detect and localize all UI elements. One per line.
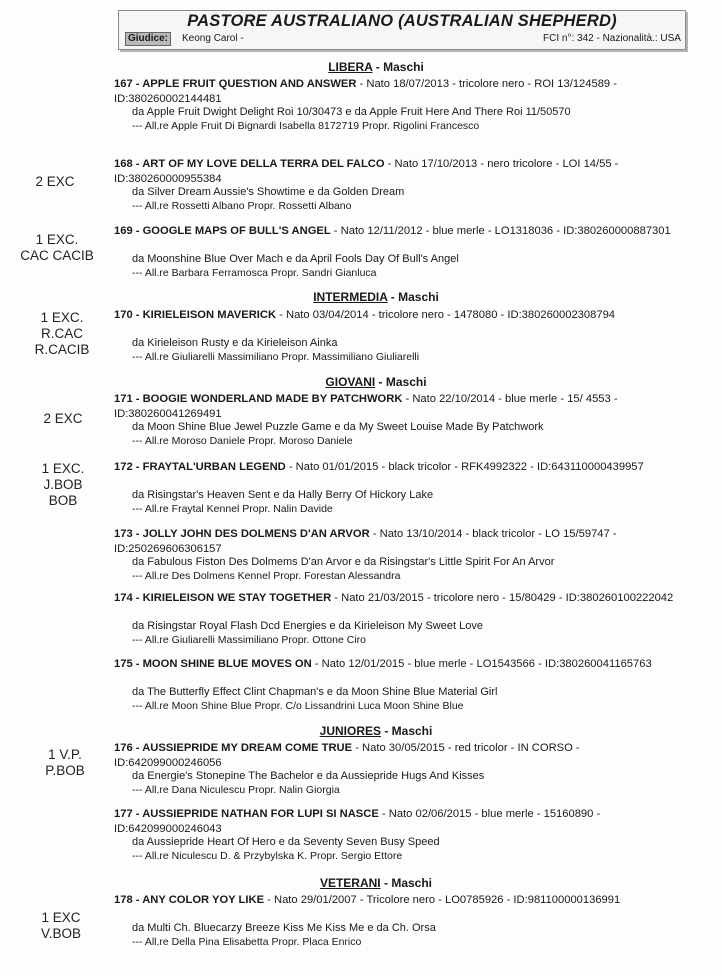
entry-details: - Nato 13/10/2014 - black tricolor - LO 15/59747 - ID:250269606306157 (114, 528, 617, 555)
entry-parents: da Moonshine Blue Over Mach e da April Fools Day Of Bull's Angel (132, 253, 459, 265)
class-name: VETERANI (319, 876, 381, 890)
entry-176 (114, 741, 674, 796)
class-name: INTERMEDIA (313, 290, 388, 304)
result-line: 1 EXC. (41, 461, 85, 476)
entry-owner: --- All.re Della Pina Elisabetta Propr. Placa Enrico (132, 936, 362, 948)
entry-owner: --- All.re Fraytal Kennel Propr. Nalin Davide (132, 503, 333, 515)
entry-owner: --- All.re Giuliarelli Massimiliano Propr. Massimiliano Giuliarelli (132, 351, 420, 363)
entry-title: 174 - KIRIELEISON WE STAY TOGETHER (114, 592, 332, 604)
result-169 (8, 232, 106, 264)
entry-parents: da Moon Shine Blue Jewel Puzzle Game e da My Sweet Louise Made By Patchwork (132, 421, 544, 433)
entry-owner: --- All.re Moroso Daniele Propr. Moroso Daniele (132, 435, 353, 447)
result-line: 1 V.P. (48, 747, 82, 762)
entry-owner: --- All.re Giuliarelli Massimiliano Propr. Ottone Ciro (132, 634, 366, 646)
breed-header (118, 10, 686, 50)
result-line: 2 EXC (35, 174, 75, 189)
entry-owner: --- All.re Des Dolmens Kennel Propr. Forestan Alessandra (132, 570, 401, 582)
judge-label: Giudice: (125, 32, 171, 46)
entry-title: 177 - AUSSIEPRIDE NATHAN FOR LUPI SI NASCE (114, 808, 379, 820)
entry-owner: --- All.re Barbara Ferramosca Propr. Sandri Gianluca (132, 267, 377, 279)
result-line: J.BOB (43, 477, 83, 492)
entry-details: - Nato 12/01/2015 - blue merle - LO1543566 - ID:380260041165763 (311, 658, 652, 670)
entry-167 (114, 77, 674, 132)
entry-title: 175 - MOON SHINE BLUE MOVES ON (114, 658, 312, 670)
entry-172 (114, 460, 674, 515)
entry-owner: --- All.re Moon Shine Blue Propr. C/o Lissandrini Luca Moon Shine Blue (132, 700, 464, 712)
entry-parents: da Silver Dream Aussie's Showtime e da Golden Dream (132, 186, 405, 198)
result-line: CAC CACIB (20, 248, 94, 263)
entry-details: - Nato 30/05/2015 - red tricolor - IN CORSO - ID:642099000246056 (114, 742, 580, 769)
result-line: R.CACIB (34, 342, 90, 357)
entry-parents: da The Butterfly Effect Clint Chapman's e da Moon Shine Blue Material Girl (132, 686, 498, 698)
fci-info: FCI n°: 342 - Nazionalità.: USA (543, 33, 681, 44)
entry-parents: da Apple Fruit Dwight Delight Roi 10/30473 e da Apple Fruit Here And There Roi 11/50570 (132, 106, 571, 118)
entry-owner: --- All.re Rossetti Albano Propr. Rossetti Albano (132, 200, 352, 212)
class-heading-intermedia (286, 290, 466, 304)
class-sex: - Maschi (387, 290, 439, 304)
entry-title: 167 - APPLE FRUIT QUESTION AND ANSWER (114, 78, 357, 90)
result-172 (28, 461, 98, 509)
result-line: BOB (48, 493, 78, 508)
entry-title: 169 - GOOGLE MAPS OF BULL'S ANGEL (114, 225, 331, 237)
result-line: P.BOB (45, 763, 85, 778)
entry-title: 170 - KIRIELEISON MAVERICK (114, 309, 277, 321)
entry-details: - Nato 18/07/2013 - tricolore nero - ROI 13/124589 - ID:380260002144481 (114, 78, 617, 105)
entry-171 (114, 392, 674, 447)
entry-parents: da Energie's Stonepine The Bachelor e da Aussiepride Hugs And Kisses (132, 770, 485, 782)
result-line: 1 EXC. (40, 310, 84, 325)
class-heading-juniores (286, 724, 466, 738)
entry-178 (114, 893, 674, 948)
class-sex: - Maschi (380, 876, 433, 890)
class-heading-libera (286, 60, 466, 74)
class-heading-giovani (286, 375, 466, 389)
result-line: 1 EXC (41, 910, 81, 925)
class-name: LIBERA (328, 60, 373, 74)
entry-title: 178 - ANY COLOR YOY LIKE (114, 894, 265, 906)
class-sex: - Maschi (375, 375, 427, 389)
entry-details: - Nato 01/01/2015 - black tricolor - RFK4992322 - ID:643110000439957 (285, 461, 644, 473)
entry-owner: --- All.re Niculescu D. & Przybylska K. Propr. Sergio Ettore (132, 850, 403, 862)
entry-owner: --- All.re Dana Niculescu Propr. Nalin Giorgia (132, 784, 340, 796)
class-heading-veterani (286, 876, 466, 890)
entry-175 (114, 657, 674, 712)
entry-details: - Nato 29/01/2007 - Tricolore nero - LO0785926 - ID:981100000136991 (264, 894, 621, 906)
entry-details: - Nato 17/10/2013 - nero tricolore - LOI 14/55 - ID:380260000955384 (114, 158, 619, 185)
result-176 (30, 747, 100, 779)
result-line: 2 EXC (43, 411, 83, 426)
class-name: JUNIORES (319, 724, 381, 738)
entry-parents: da Kirieleison Rusty e da Kirieleison Ainka (132, 337, 338, 349)
entry-174 (114, 591, 674, 646)
entry-177 (114, 807, 674, 862)
entry-parents: da Risingstar's Heaven Sent e da Hally Berry Of Hickory Lake (132, 489, 434, 501)
entry-title: 171 - BOOGIE WONDERLAND MADE BY PATCHWORK (114, 393, 403, 405)
breed-title: PASTORE AUSTRALIANO (AUSTRALIAN SHEPHERD) (187, 12, 617, 30)
result-line: R.CAC (40, 326, 83, 341)
entry-parents: da Risingstar Royal Flash Dcd Energies e da Kirieleison My Sweet Love (132, 620, 483, 632)
entry-parents: da Multi Ch. Bluecarzy Breeze Kiss Me Kiss Me e da Ch. Orsa (132, 922, 436, 934)
result-170 (26, 310, 98, 358)
result-171 (28, 411, 98, 427)
judge-name: Keong Carol - (182, 33, 244, 44)
entry-details: - Nato 22/10/2014 - blue merle - 15/ 4553 - ID:380260041269491 (114, 393, 618, 420)
entry-title: 173 - JOLLY JOHN DES DOLMENS D'AN ARVOR (114, 528, 370, 540)
class-sex: - Maschi (372, 60, 424, 74)
result-168 (20, 174, 90, 190)
entry-details: - Nato 02/06/2015 - blue merle - 15160890 - ID:642099000246043 (114, 808, 601, 835)
entry-169 (114, 224, 674, 279)
result-line: 1 EXC. (35, 232, 79, 247)
result-178 (26, 910, 96, 942)
entry-details: - Nato 21/03/2015 - tricolore nero - 15/80429 - ID:380260100222042 (331, 592, 674, 604)
entry-parents: da Fabulous Fiston Des Dolmems D'an Arvor e da Risingstar's Little Spirit For An Arvor (132, 556, 555, 568)
entry-owner: --- All.re Apple Fruit Di Bignardi Isabella 8172719 Propr. Rigolini Francesco (132, 120, 480, 132)
entry-title: 168 - ART OF MY LOVE DELLA TERRA DEL FALCO (114, 158, 385, 170)
entry-168 (114, 157, 674, 212)
entry-173 (114, 527, 674, 582)
class-sex: - Maschi (381, 724, 433, 738)
entry-title: 176 - AUSSIEPRIDE MY DREAM COME TRUE (114, 742, 353, 754)
entry-details: - Nato 03/04/2014 - tricolore nero - 1478080 - ID:380260002308794 (276, 309, 616, 321)
entry-title: 172 - FRAYTAL'URBAN LEGEND (114, 461, 286, 473)
class-name: GIOVANI (325, 375, 376, 389)
entry-170 (114, 308, 674, 363)
entry-details: - Nato 12/11/2012 - blue merle - LO1318036 - ID:380260000887301 (330, 225, 671, 237)
result-line: V.BOB (40, 926, 82, 941)
entry-parents: da Aussiepride Heart Of Hero e da Seventy Seven Busy Speed (132, 836, 440, 848)
